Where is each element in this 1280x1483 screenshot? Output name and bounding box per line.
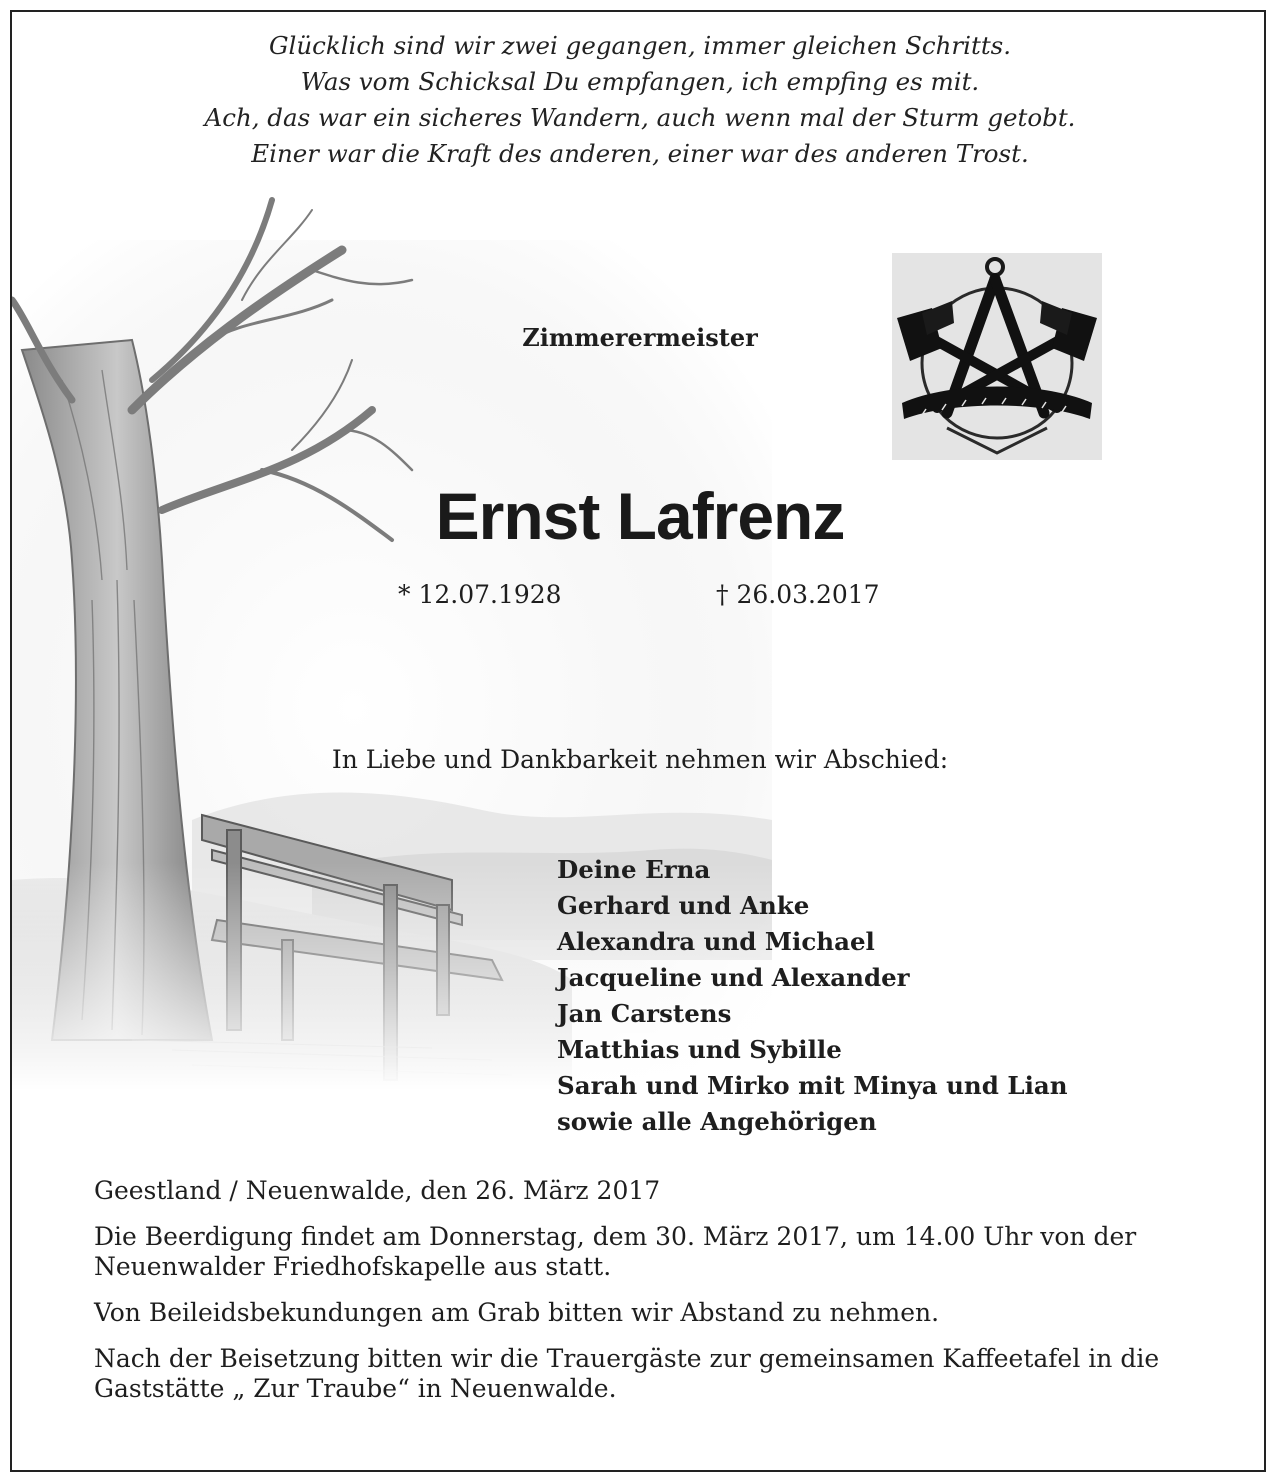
farewell-line: In Liebe und Dankbarkeit nehmen wir Abschied: bbox=[331, 745, 949, 774]
place-and-date: Geestland / Neuenwalde, den 26. März 2017 bbox=[94, 1176, 661, 1205]
death-date: † 26.03.2017 bbox=[716, 580, 880, 609]
family-member: Jan Carstens bbox=[557, 999, 732, 1028]
profession: Zimmerermeister bbox=[522, 323, 758, 352]
birth-date: * 12.07.1928 bbox=[398, 580, 562, 609]
family-member: sowie alle Angehörigen bbox=[557, 1107, 877, 1136]
family-member: Jacqueline und Alexander bbox=[557, 963, 910, 992]
poem-line: Was vom Schicksal Du empfangen, ich empfing es mit. bbox=[300, 67, 980, 96]
carpenter-guild-emblem-icon bbox=[892, 253, 1102, 460]
family-list bbox=[557, 852, 1068, 1140]
family-member: Deine Erna bbox=[557, 855, 711, 884]
family-member: Gerhard und Anke bbox=[557, 891, 810, 920]
poem-line: Glücklich sind wir zwei gegangen, immer gleichen Schritts. bbox=[268, 31, 1012, 60]
poem-line: Einer war die Kraft des anderen, einer war des anderen Trost. bbox=[251, 139, 1029, 168]
condolence-note: Von Beileidsbekundungen am Grab bitten wir Abstand zu nehmen. bbox=[94, 1298, 940, 1327]
reception-note: Nach der Beisetzung bitten wir die Trauergäste zur gemeinsamen Kaffeetafel in die Gaststätte „ Zur Traube“ in Neuenwalde. bbox=[94, 1344, 1160, 1403]
deceased-name: Ernst Lafrenz bbox=[435, 479, 845, 553]
funeral-info: Die Beerdigung findet am Donnerstag, dem 30. März 2017, um 14.00 Uhr von der Neuenwalder Friedhofskapelle aus statt. bbox=[94, 1222, 1137, 1281]
family-member: Sarah und Mirko mit Minya und Lian bbox=[557, 1071, 1068, 1100]
poem bbox=[0, 28, 1280, 172]
poem-line: Ach, das war ein sicheres Wandern, auch wenn mal der Sturm getobt. bbox=[204, 103, 1076, 132]
family-member: Matthias und Sybille bbox=[557, 1035, 842, 1064]
family-member: Alexandra und Michael bbox=[557, 927, 875, 956]
